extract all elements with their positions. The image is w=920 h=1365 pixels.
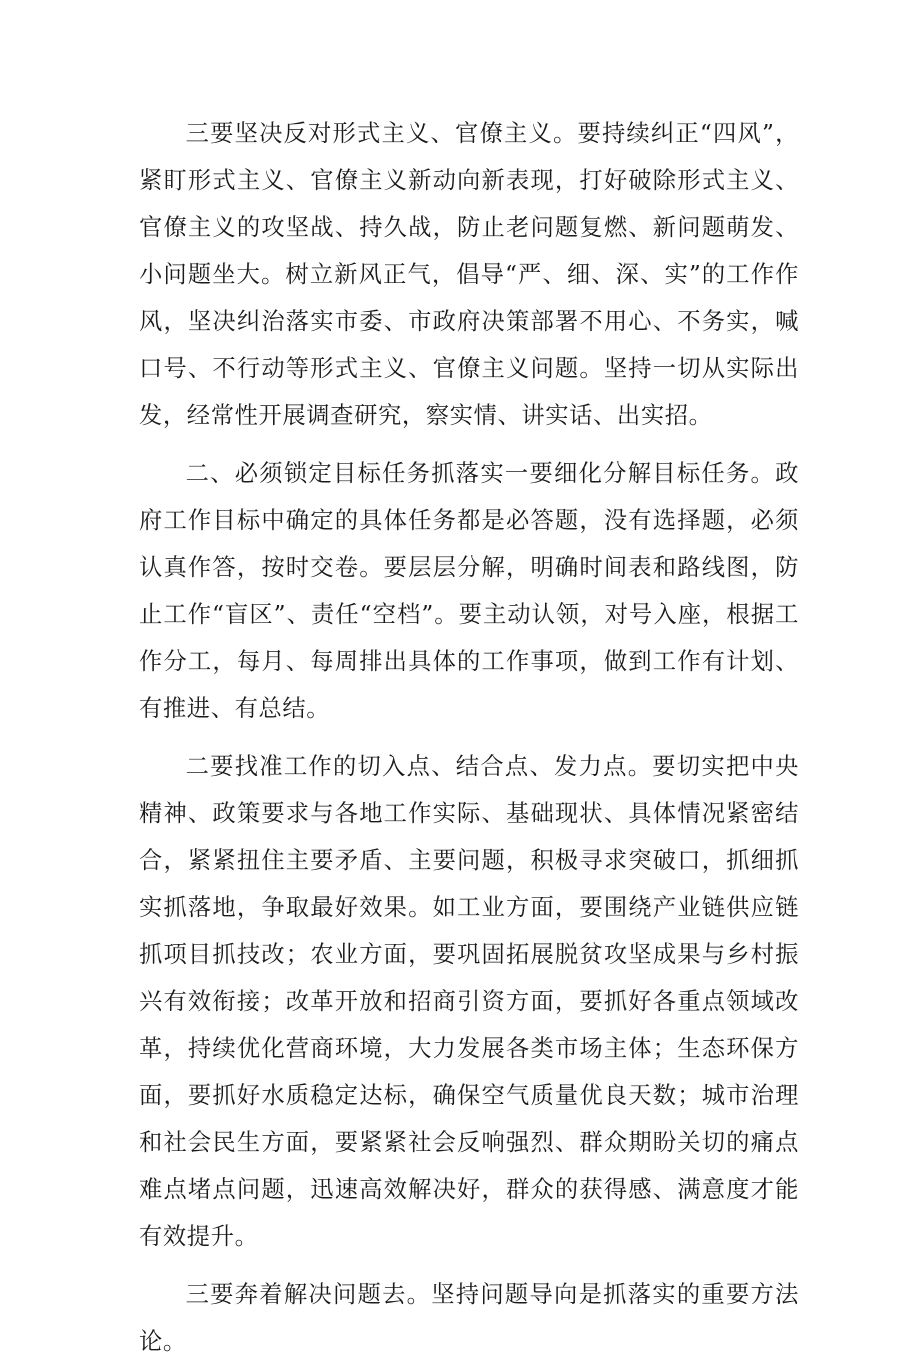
paragraph-lock-targets: 二、必须锁定目标任务抓落实一要细化分解目标任务。政府工作目标中确定的具体任务都是必答题，没有选择题，必须认真作答，按时交卷。要层层分解，明确时间表和路线图，防止工作“盲区”、责任“空档”。要主动认领，对号入座，根据工作分工，每月、每周排出具体的工作事项，做到工作有计划、有推进、有总结。: [139, 460, 799, 722]
paragraph-oppose-formalism: 三要坚决反对形式主义、官僚主义。要持续纠正“四风”，紧盯形式主义、官僚主义新动向新表现，打好破除形式主义、官僚主义的攻坚战、持久战，防止老问题复燃、新问题萌发、小问题坐大。树立新风正气，倡导“严、细、深、实”的工作作风，坚决纠治落实市委、市政府决策部署不用心、不务实，喊口号、不行动等形式主义、官僚主义问题。坚持一切从实际出发，经常性开展调查研究，察实情、讲实话、出实招。: [139, 120, 799, 429]
paragraph-solve-problems: 三要奔着解决问题去。坚持问题导向是抓落实的重要方法论。: [139, 1281, 799, 1355]
paragraph-find-entry-points: 二要找准工作的切入点、结合点、发力点。要切实把中央精神、政策要求与各地工作实际、基础现状、具体情况紧密结合，紧紧扭住主要矛盾、主要问题，积极寻求突破口，抓细抓实抓落地，争取最好效果。如工业方面，要围绕产业链供应链抓项目抓技改；农业方面，要巩固拓展脱贫攻坚成果与乡村振兴有效衔接；改革开放和招商引资方面，要抓好各重点领域改革，持续优化营商环境，大力发展各类市场主体；生态环保方面，要抓好水质稳定达标，确保空气质量优良天数；城市治理和社会民生方面，要紧紧社会反响强烈、群众期盼关切的痛点难点堵点问题，迅速高效解决好，群众的获得感、满意度才能有效提升。: [139, 753, 799, 1250]
document-body: [139, 110, 799, 1365]
